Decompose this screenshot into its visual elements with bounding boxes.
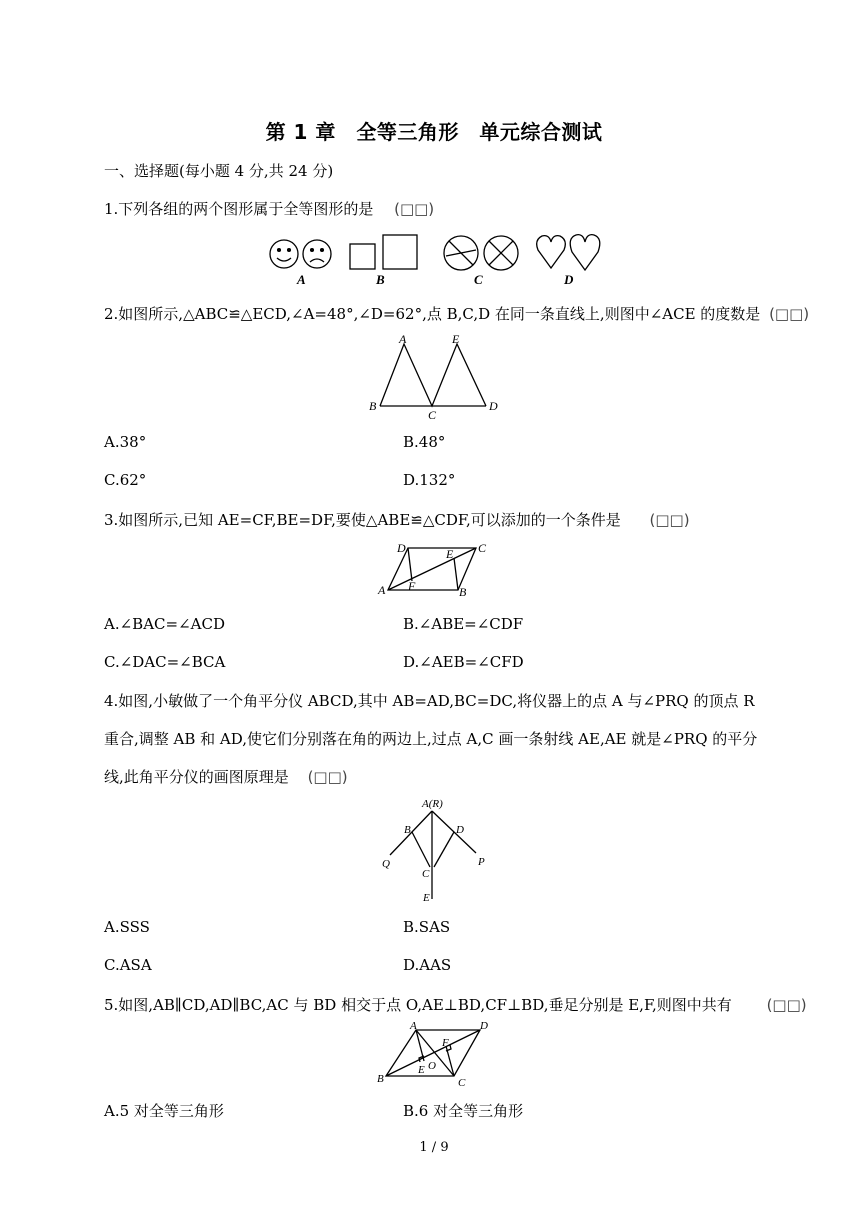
- option-b: B.6 对全等三角形: [403, 1102, 524, 1120]
- point-label: D: [456, 824, 464, 836]
- option-label: A: [297, 272, 306, 287]
- point-label: C: [428, 408, 437, 422]
- page-number: 1 / 9: [419, 1140, 449, 1155]
- point-label: E: [423, 892, 430, 904]
- question-4-text: 线,此角平分仪的画图原理是: [104, 768, 289, 786]
- point-label: B: [459, 585, 467, 599]
- point-label: A: [410, 1020, 417, 1032]
- question-4-line-3: [104, 766, 348, 787]
- point-label: A: [378, 583, 386, 597]
- point-label: O: [428, 1060, 436, 1072]
- question-3-text: 3.如图所示,已知 AE=CF,BE=DF,要使△ABE≌△CDF,可以添加的一个条件是: [104, 511, 621, 529]
- point-label: C: [478, 541, 487, 555]
- option-d: D.AAS: [403, 956, 452, 974]
- question-2-figure: [362, 330, 512, 422]
- answer-blank: (□□): [307, 768, 348, 786]
- question-4-figure: [372, 795, 502, 907]
- option-a: A.5 对全等三角形: [104, 1102, 224, 1120]
- point-label: E: [446, 547, 454, 561]
- option-label: D: [564, 272, 574, 287]
- option-label: C: [474, 272, 483, 287]
- circle-cross-shape: [444, 236, 478, 270]
- point-label: B: [377, 1073, 384, 1085]
- option-b: B.48°: [403, 433, 446, 451]
- option-b: B.SAS: [403, 918, 451, 936]
- heart-shape-tall: [570, 235, 600, 270]
- option-c: C.ASA: [104, 956, 152, 974]
- option-c: C.62°: [104, 471, 147, 489]
- sad-face-icon: [303, 240, 331, 268]
- section-heading: 一、选择题(每小题 4 分,共 24 分): [104, 162, 334, 180]
- option-b: B.∠ABE=∠CDF: [403, 615, 524, 633]
- point-label: F: [408, 579, 416, 593]
- circle-x-shape: [484, 236, 518, 270]
- point-label: C: [458, 1077, 466, 1089]
- answer-blank: (□□): [766, 996, 807, 1014]
- question-4-line-1: 4.如图,小敏做了一个角平分仪 ABCD,其中 AB=AD,BC=DC,将仪器上的点 A 与∠PRQ 的顶点 R: [104, 692, 755, 710]
- question-1: [104, 198, 434, 219]
- option-c: C.∠DAC=∠BCA: [104, 653, 226, 671]
- point-label: B: [404, 824, 411, 836]
- point-label: P: [478, 856, 485, 868]
- page-title: 第 1 章 全等三角形 单元综合测试: [265, 120, 603, 144]
- question-2-text: 2.如图所示,△ABC≌△ECD,∠A=48°,∠D=62°,点 B,C,D 在同一条直线上,则图中∠ACE 的度数是: [104, 305, 761, 323]
- question-5: [104, 994, 807, 1015]
- question-1-figure: [262, 228, 612, 290]
- answer-blank: (□□): [394, 200, 435, 218]
- happy-face-icon: [270, 240, 298, 268]
- question-2: [104, 303, 809, 324]
- option-a: A.SSS: [104, 918, 150, 936]
- option-d: D.132°: [403, 471, 456, 489]
- point-label: D: [480, 1020, 488, 1032]
- point-label: F: [442, 1037, 449, 1049]
- option-d: D.∠AEB=∠CFD: [403, 653, 524, 671]
- answer-blank: (□□): [649, 511, 690, 529]
- heart-shape: [537, 236, 566, 268]
- point-label: C: [422, 868, 430, 880]
- point-label: A: [399, 332, 407, 346]
- small-square-shape: [350, 244, 375, 269]
- question-1-text: 1.下列各组的两个图形属于全等图形的是: [104, 200, 374, 218]
- answer-blank: (□□): [769, 305, 810, 323]
- point-label: E: [418, 1064, 425, 1076]
- question-5-figure: [370, 1018, 502, 1092]
- question-4-line-2: 重合,调整 AB 和 AD,使它们分别落在角的两边上,过点 A,C 画一条射线 AE,AE 就是∠PRQ 的平分: [104, 730, 758, 748]
- point-label: E: [452, 332, 460, 346]
- point-label: A(R): [422, 798, 443, 810]
- point-label: B: [369, 399, 377, 413]
- option-label: B: [376, 272, 385, 287]
- option-a: A.38°: [104, 433, 147, 451]
- question-3: [104, 509, 690, 530]
- question-5-text: 5.如图,AB∥CD,AD∥BC,AC 与 BD 相交于点 O,AE⊥BD,CF⊥BD,垂足分别是 E,F,则图中共有: [104, 996, 732, 1014]
- large-square-shape: [383, 235, 417, 269]
- point-label: Q: [382, 858, 390, 870]
- question-3-figure: [372, 538, 502, 600]
- option-a: A.∠BAC=∠ACD: [104, 615, 225, 633]
- point-label: D: [397, 541, 406, 555]
- point-label: D: [489, 399, 498, 413]
